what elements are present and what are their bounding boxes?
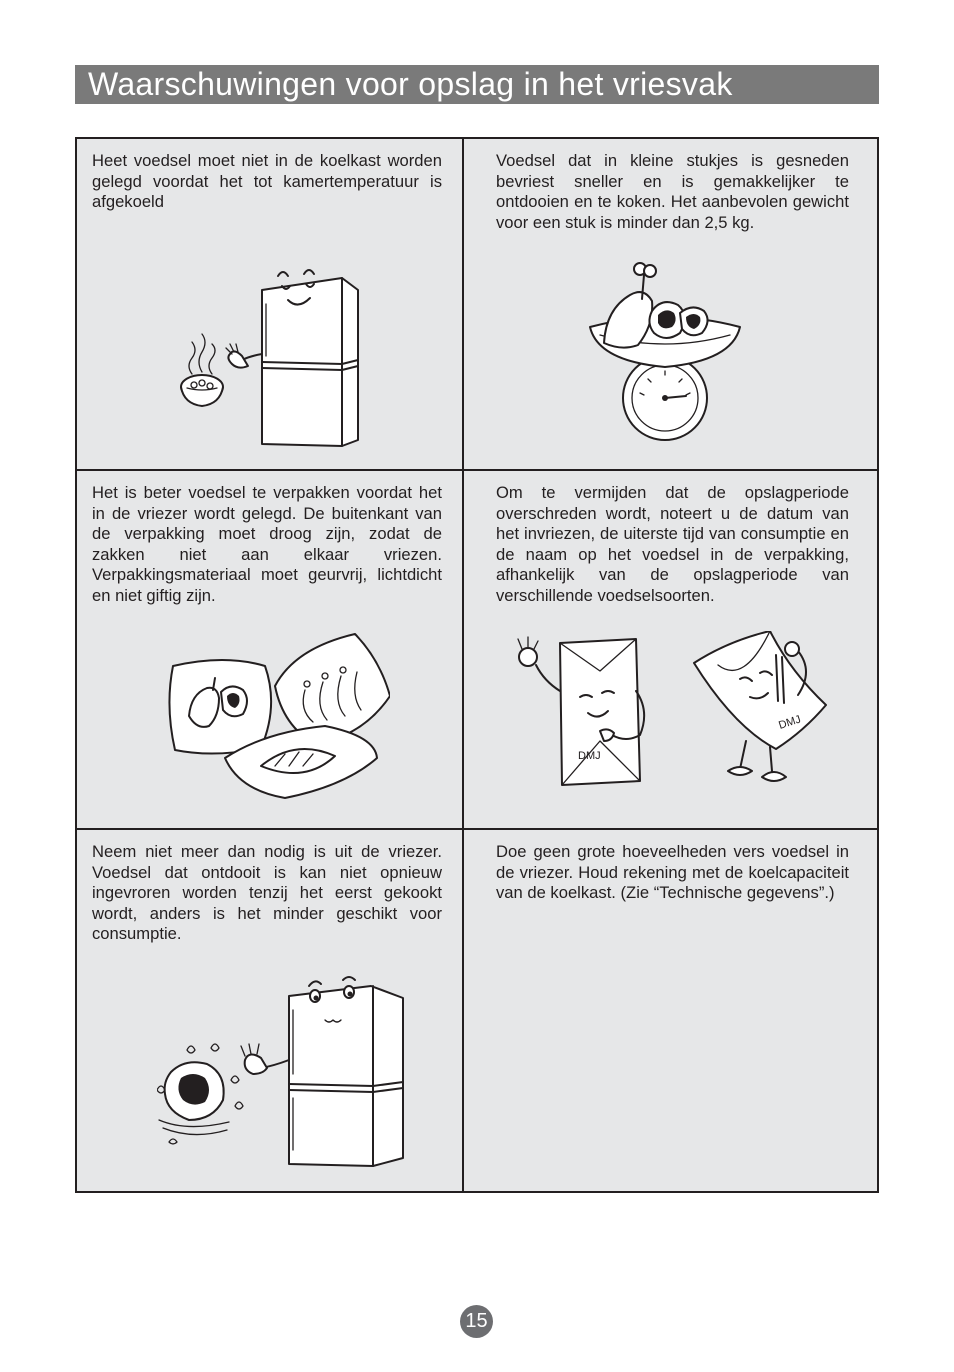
- warning-cell-small-pieces: [462, 139, 879, 469]
- warning-cell-packaging: [77, 471, 462, 828]
- meat-on-scale-illustration: [582, 255, 752, 445]
- page-title: Waarschuwingen voor opslag in het vriesvak: [88, 66, 733, 102]
- cell-text: Heet voedsel moet niet in de koelkast worden gelegd voordat het tot kamertemperatuur is afgekoeld: [92, 151, 442, 212]
- cell-text: Neem niet meer dan nodig is uit de vriezer. Voedsel dat ontdooit is kan niet opnieuw ingevroren worden tenzij het eerst gekookt wordt, anders is het minder geschikt voor consumptie.: [92, 842, 442, 944]
- warnings-grid: [75, 137, 879, 1193]
- warning-cell-labeling: [462, 471, 879, 828]
- date-label-left: DMJ: [578, 750, 601, 762]
- warning-cell-hot-food: [77, 139, 462, 469]
- cell-text: Het is beter voedsel te verpakken voordat het in de vriezer wordt gelegd. De buitenkant van de verpakking moet droog zijn, zodat de zakken niet aan elkaar vriezen. Verpakkingsmateriaal moet geurvrij, lichtdicht en niet giftig zijn.: [92, 483, 442, 605]
- thawing-meat-fridge-illustration: [157, 970, 407, 1170]
- page-title-bar: [75, 65, 879, 104]
- cell-text: Doe geen grote hoeveelheden vers voedsel in de vriezer. Houd rekening met de koelcapaciteit van de koelkast. (Zie “Technische gegevens”.): [496, 842, 849, 903]
- cell-text: Voedsel dat in kleine stukjes is gesneden bevriest sneller en is gemakkelijker te ontdooien en te koken. Het aanbevolen gewicht voor een stuk is minder dan 2,5 kg.: [496, 151, 849, 232]
- page-number: 15: [460, 1305, 493, 1338]
- wrapped-food-packages-illustration: [165, 626, 390, 801]
- warm-food-fridge-illustration: [172, 264, 372, 449]
- date-label-right: DMJ: [777, 713, 803, 732]
- warning-cell-thawing: [77, 830, 462, 1191]
- labeled-packages-illustration: [508, 631, 838, 791]
- warning-cell-fresh-food-quantity: [462, 830, 879, 1191]
- cell-text: Om te vermijden dat de opslagperiode overschreden wordt, noteert u de datum van het invriezen, de uiterste tijd van consumptie en de naam op het voedsel in de verpakking, afhankelijk van de opslagperiode van verschillende voedselsoorten.: [496, 483, 849, 605]
